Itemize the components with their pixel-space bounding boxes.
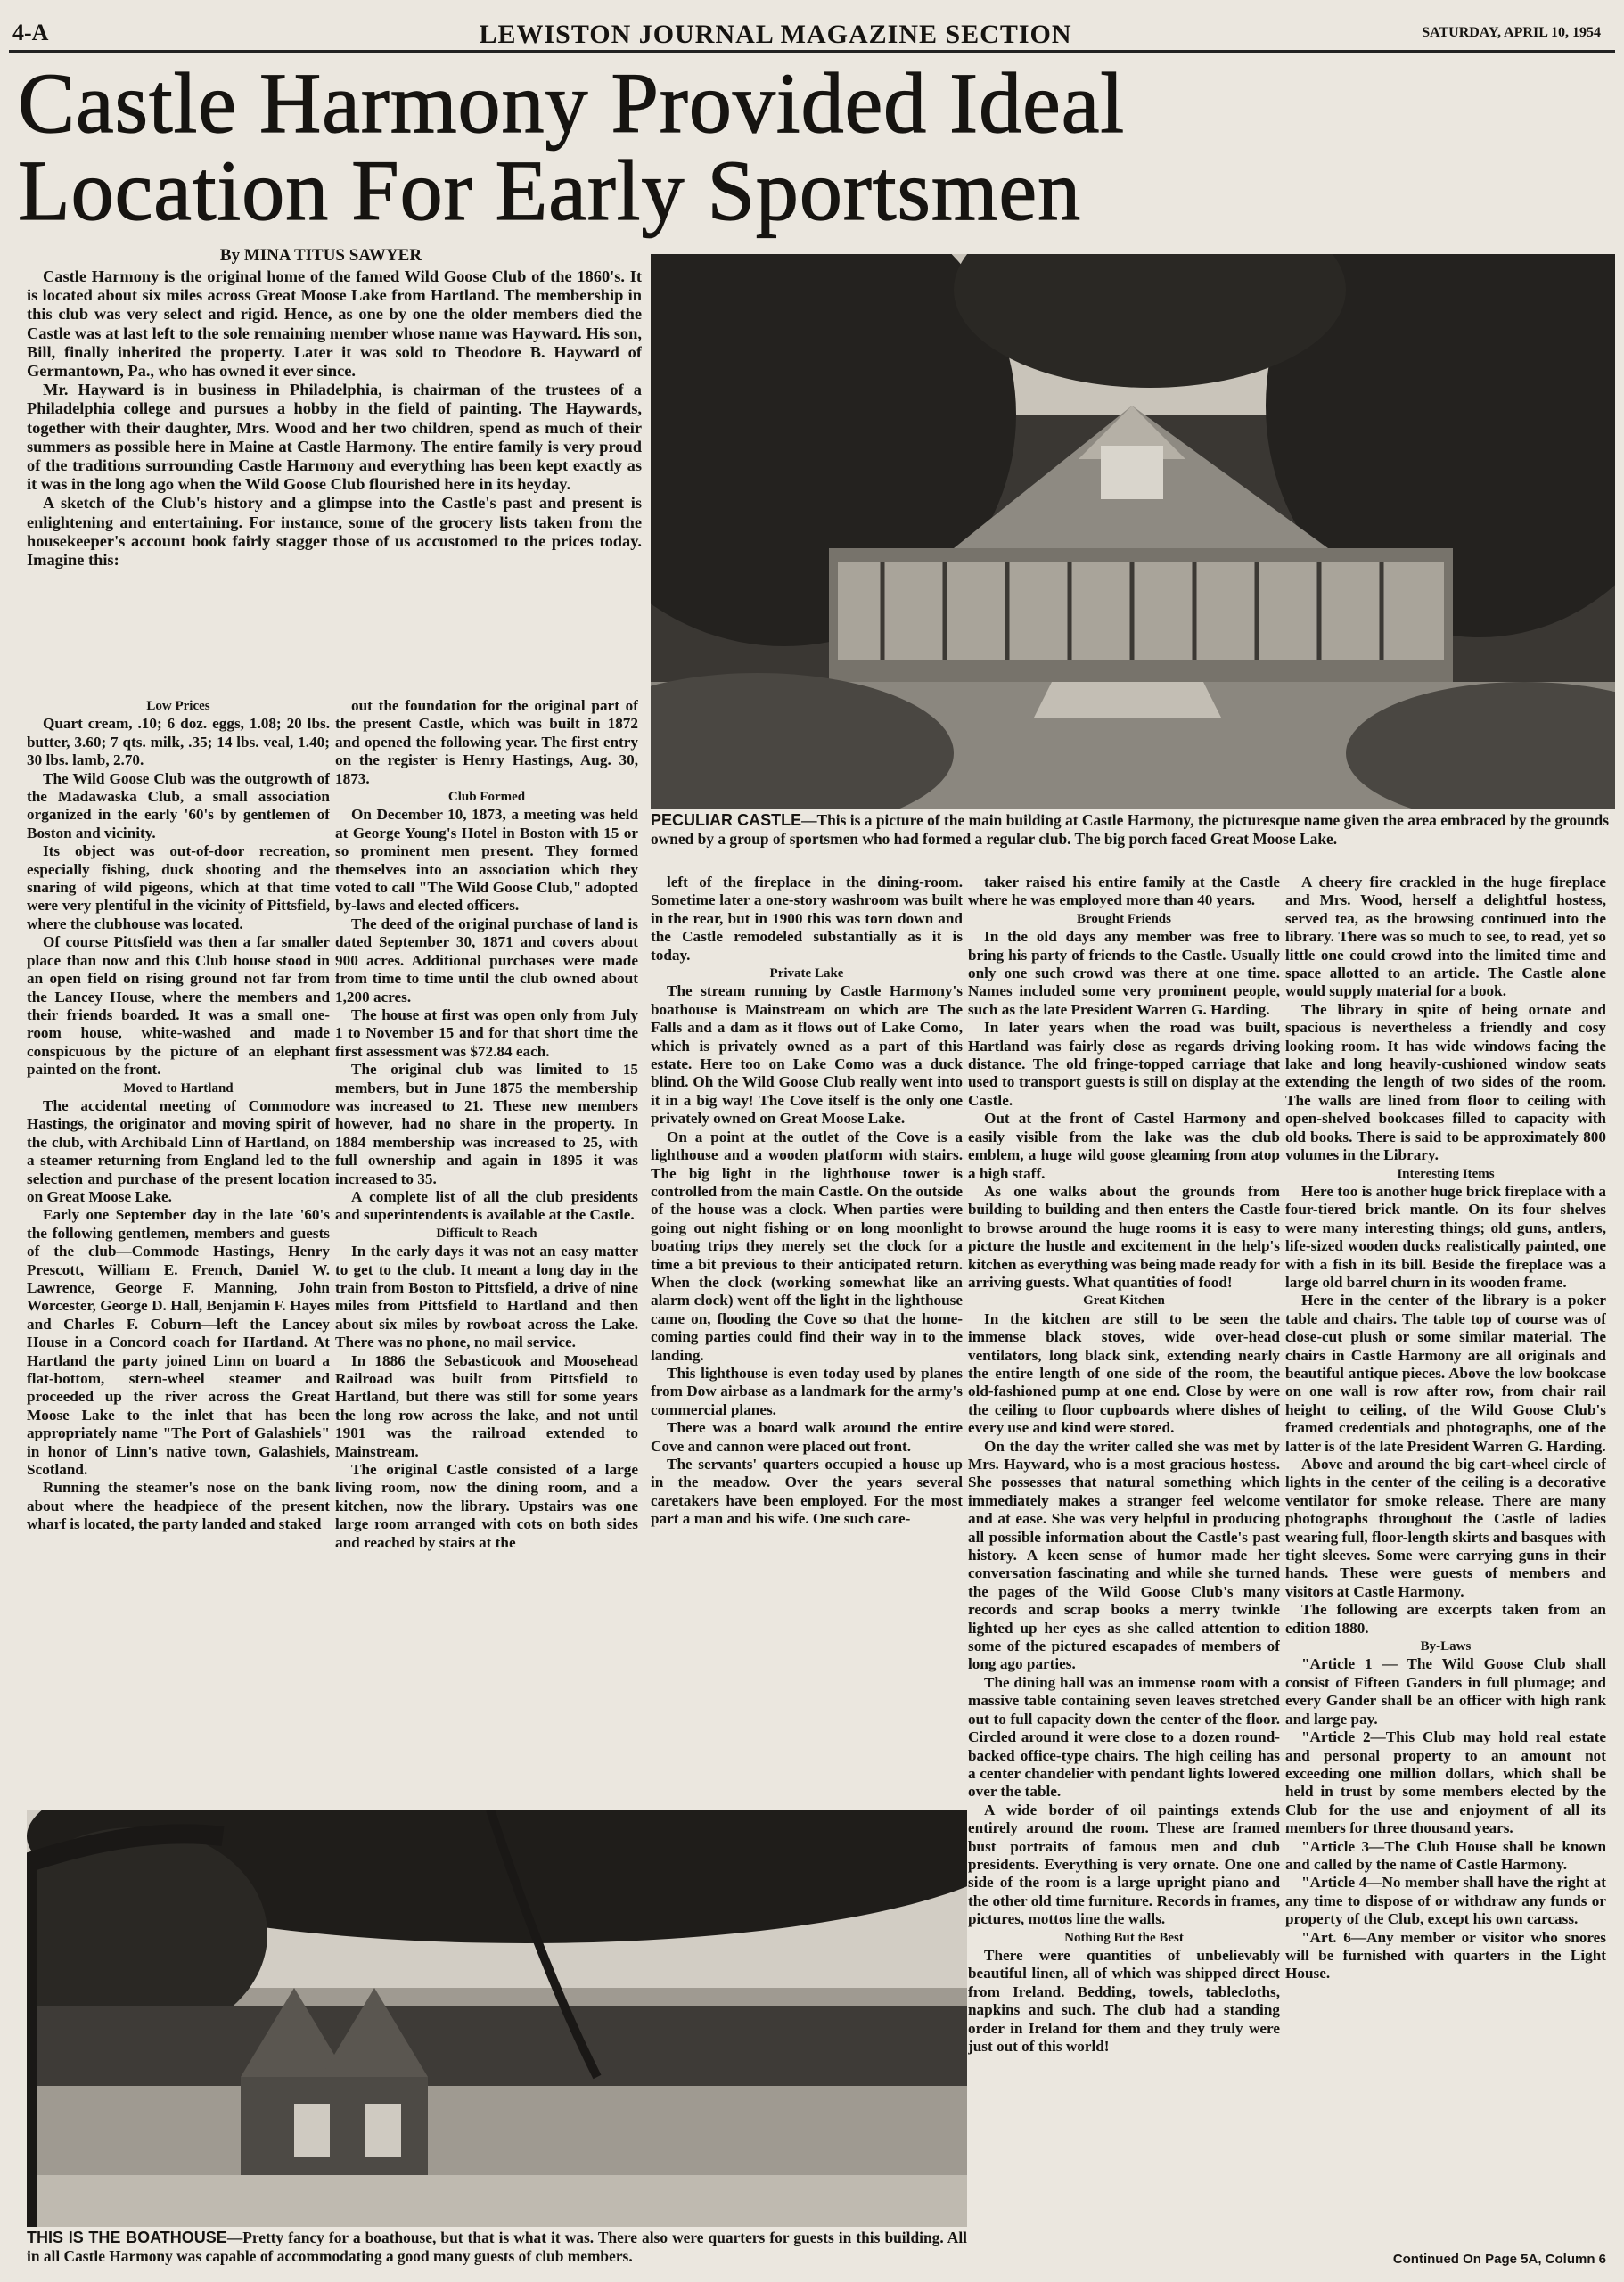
- boathouse-photo-image: [27, 1810, 967, 2227]
- intro-text: [27, 267, 642, 695]
- paragraph: This lighthouse is even today used by planes from Dow airbase as a landmark for the army's commercial planes.: [651, 1364, 963, 1418]
- issue-date: SATURDAY, APRIL 10, 1954: [1422, 25, 1601, 40]
- paragraph: On the day the writer called she was met by Mrs. Hayward, who is a most gracious hostess. She possesses that natural something which immediately makes a stranger feel welcome and at ease. She was very helpful in producing all possible information about the Castle's past history. A keen sense of humor made her conversation fascinating and while she turned the pages of the Wild Goose Club's many records and scrap books a merry twinkle lighted up her eyes as she called attention to some of the pictured escapades of members of long ago parties.: [968, 1437, 1280, 1673]
- article-column-4: [968, 874, 1280, 2260]
- paragraph: The servants' quarters occupied a house up in the meadow. Over the years several caretakers have been employed. For the most part a man and his wife. One such care-: [651, 1456, 963, 1528]
- subhead: Interesting Items: [1397, 1166, 1495, 1181]
- page-number: 4-A: [12, 20, 49, 45]
- paragraph: On a point at the outlet of the Cove is a lighthouse and a wooden platform with stairs. The big light in the lighthouse tower is controlled from the main Castle. On the outside of the house was a clock. When parties were going out night fishing or on long moonlight boating trips they merely set the clock for a time a bit previous to their anticipated return. When the clock (working somewhat like an alarm clock) went off the light in the lighthouse came on, flooding the Cove so that the home-coming parties could find their way in to the landing.: [651, 1128, 963, 1364]
- paragraph: Mr. Hayward is in business in Philadelphia, is chairman of the trustees of a Philadelphia college and pursues a hobby in the field of painting. The Haywards, together with their daughter, Mrs. Wood and her two children, spend as much of their summers as possible here in Maine at Castle Harmony. The entire family is very proud of the traditions surrounding Castle Harmony and everything has been kept exactly as it was in the long ago when the Wild Goose Club flourished here in its heyday.: [27, 381, 642, 494]
- paragraph: Of course Pittsfield was then a far smaller place than now and this Club house stood in an open field on rising ground not far from the Lancey House, where the members and their friends boarded. It was a small one-room house, white-washed and made conspicuous by the picture of an elephant painted on the front.: [27, 933, 330, 1079]
- article-column-1: [27, 697, 330, 1798]
- paragraph: Its object was out-of-door recreation, especially fishing, duck shooting and the snaring of wild pigeons, which at that time were very plentiful in the vicinity of Pittsfield, where the clubhouse was located.: [27, 842, 330, 932]
- paragraph: In 1886 the Sebasticook and Moosehead Railroad was built from Pittsfield to Hartland, but there was still for some years the long row across the lake, and not until 1901 was the railroad extended to Mainstream.: [335, 1351, 638, 1460]
- boathouse-photo: [27, 1810, 967, 2227]
- paragraph: Here in the center of the library is a poker table and chairs. The table top of course was of close-cut plush or some similar material. The chairs in Castle Harmony are all originals and beautiful antique pieces. Above the low bookcase on one wall is row after row, from chair rail height to ceiling, of the Wild Goose Club's framed credentials and photographs, one of the latter is of the late President Warren G. Harding.: [1285, 1292, 1606, 1455]
- subhead: Private Lake: [769, 966, 844, 981]
- subhead: Brought Friends: [1077, 911, 1171, 926]
- paragraph: Quart cream, .10; 6 doz. eggs, 1.08; 20 lbs. butter, 3.60; 7 qts. milk, .35; 14 lbs. veal, 1.40; 30 lbs. lamb, 2.70.: [27, 715, 330, 769]
- paragraph: A cheery fire crackled in the huge fireplace and Mrs. Wood, herself a delightful hostess, served tea, as the browsing continued into the library. There was so much to see, to read, yet so little one could crowd into the limited time and space allotted to an article. The Castle alone would supply material for a book.: [1285, 874, 1606, 1000]
- subhead: Difficult to Reach: [436, 1226, 537, 1241]
- paragraph: A complete list of all the club presidents and superintendents is available at the Castle.: [335, 1187, 638, 1224]
- paragraph: Out at the front of Castel Harmony and easily visible from the lake was the club emblem, a huge wild goose gleaming from atop a high staff.: [968, 1110, 1280, 1182]
- headline-line-2: Location For Early Sportsmen: [18, 143, 1082, 238]
- paragraph: The stream running by Castle Harmony's boathouse is Mainstream on which are The Falls and a dam as it flows out of Lake Como, which is privately owned as a part of this estate. Here too on Lake Como was a duck blind. Oh the Wild Goose Club really went into it in a big way! The Cove itself is the only one privately owned on Great Moose Lake.: [651, 982, 963, 1128]
- castle-photo-caption: [651, 811, 1609, 849]
- paragraph: Castle Harmony is the original home of the famed Wild Goose Club of the 1860's. It is located about six miles across Great Moose Lake from Hartland. The membership in this club was very select and rigid. Hence, as one by one the older members died the Castle was at last left to the sole remaining member whose name was Hayward. His son, Bill, finally inherited the property. Later it was sold to Theodore B. Hayward of Germantown, Pa., who has owned it ever since.: [27, 267, 642, 381]
- subhead: Great Kitchen: [1083, 1293, 1165, 1309]
- paragraph: The house at first was open only from July 1 to November 15 and for that short time the first assessment was $72.84 each.: [335, 1006, 638, 1060]
- paragraph: Above and around the big cart-wheel circle of lights in the center of the ceiling is a decorative ventilator for smoke release. There are many photographs throughout the Castle of ladies wearing full, floor-length skirts and basques with tight sleeves. Some were carrying guns in their hands. These were guests of members and visitors at Castle Harmony.: [1285, 1456, 1606, 1600]
- paragraph: As one walks about the grounds from building to building and then enters the Castle to browse around the huge rooms it is easy to picture the hustle and excitement in the help's kitchen as everything was being made ready for arriving guests. What quantities of food!: [968, 1182, 1280, 1291]
- byline: By MINA TITUS SAWYER: [219, 246, 422, 265]
- subhead: By-Laws: [1420, 1639, 1472, 1654]
- paragraph: "Art. 6—Any member or visitor who snores will be furnished with quarters in the Light House.: [1285, 1928, 1606, 1982]
- paragraph: "Article 3—The Club House shall be known and called by the name of Castle Harmony.: [1285, 1837, 1606, 1873]
- paragraph: The original club was limited to 15 members, but in June 1875 the membership was increased to 21. These new members however, had no share in the property. In 1884 membership was increased to 25, with full ownership and again in 1895 it was increased to 35.: [335, 1061, 638, 1187]
- caption-kicker: THIS IS THE BOATHOUSE: [27, 2229, 227, 2246]
- paragraph: out the foundation for the original part of the present Castle, which was built in 1872 and opened the following year. The first entry on the register is Henry Hastings, Aug. 30, 1873.: [335, 697, 638, 787]
- paragraph: In later years when the road was built, Hartland was fairly close as regards driving distance. The old fringe-topped carriage that used to transport guests is still on display at the Castle.: [968, 1019, 1280, 1109]
- paragraph: A wide border of oil paintings extends entirely around the room. These are framed bust portraits of famous men and club presidents. Everything is very ornate. One one side of the room is a large upright piano and the other old time furniture. Records in frames, pictures, mottos line the walls.: [968, 1801, 1280, 1928]
- article-column-2: [335, 697, 638, 1798]
- publication-title: LEWISTON JOURNAL MAGAZINE SECTION: [479, 20, 1072, 49]
- paragraph: In the old days any member was free to bring his party of friends to the Castle. Usually only one such crowd was there at one time. Names included some very prominent people, such as the late President Warren G. Harding.: [968, 928, 1280, 1018]
- paragraph: The following are excerpts taken from an edition 1880.: [1285, 1601, 1606, 1637]
- paragraph: Early one September day in the late '60's the following gentlemen, members and guests of the club—Commode Hastings, Henry Prescott, William E. French, Daniel W. Lawrence, George F. Manning, John Worcester, George D. Hall, Benjamin F. Hayes and Charles F. Coburn—left the Lancey House in a Concord coach for Hartland. At Hartland the party joined Linn on board a flat-bottom, stern-wheel steamer and proceeded up the river across the Great Moose Lake to the inlet that has been appropriately name "The Port of Galashiels" in honor of Linn's native town, Galashiels, Scotland.: [27, 1206, 330, 1479]
- paragraph: A sketch of the Club's history and a glimpse into the Castle's past and present is enlightening and entertaining. For instance, some of the grocery lists taken from the housekeeper's account book fairly stagger those of us accustomed to the prices today. Imagine this:: [27, 494, 642, 570]
- caption-text: —This is a picture of the main building at Castle Harmony, the picturesque name given the area embraced by the grounds owned by a group of sportsmen who had formed a regular club. The big porch faced Great Moose Lake.: [651, 811, 1609, 848]
- article-column-3: [651, 874, 963, 1805]
- header-rule: [9, 50, 1615, 53]
- paragraph: "Article 2—This Club may hold real estate and personal property to an amount not exceeding one million dollars, which shall be held in trust by some members elected by the Club for the use and enjoyment of all its members for three thousand years.: [1285, 1728, 1606, 1837]
- subhead: Club Formed: [447, 790, 526, 805]
- subhead: Moved to Hartland: [123, 1080, 234, 1096]
- castle-photo-image: [651, 254, 1615, 809]
- paragraph: The deed of the original purchase of land is dated September 30, 1871 and covers about 900 acres. Additional purchases were made from time to time until the club owned about 1,200 acres.: [335, 915, 638, 1006]
- paragraph: The original Castle consisted of a large living room, now the dining room, and a kitchen, now the library. Upstairs was one large room arranged with cots on both sides and reached by stairs at the: [335, 1461, 638, 1551]
- paragraph: The dining hall was an immense room with a massive table containing seven leaves stretched out to full capacity down the center of the floor. Circled around it were close to a dozen round-backed office-type chairs. The high ceiling has a center chandelier with pendant lights lowered over the table.: [968, 1673, 1280, 1801]
- paragraph: On December 10, 1873, a meeting was held at George Young's Hotel in Boston with 15 or so prominent men present. They formed themselves into an association which they voted to call "The Wild Goose Club," adopted by-laws and elected officers.: [335, 806, 638, 915]
- caption-text: —Pretty fancy for a boathouse, but that is what it was. There also were quarters for guests in this building. All in all Castle Harmony was capable of accommodating a good many guests of club members.: [27, 2229, 968, 2265]
- boathouse-photo-caption: [27, 2229, 967, 2266]
- subhead: Low Prices: [146, 699, 210, 713]
- paragraph: left of the fireplace in the dining-room. Sometime later a one-story washroom was built in the rear, but in 1900 this was torn down and the Castle remodeled substantially as it is today.: [651, 874, 963, 964]
- headline-line-1: Castle Harmony Provided Ideal: [18, 55, 1126, 151]
- paragraph: The library in spite of being ornate and spacious is nevertheless a friendly and cosy looking room. It has wide windows facing the lake and long heavily-cushioned window seats extending the length of two sides of the room. The walls are lined from floor to ceiling with open-shelved bookcases filled to capacity with old books. There is said to be approximately 800 volumes in the Library.: [1285, 1000, 1606, 1164]
- caption-kicker: PECULIAR CASTLE: [651, 811, 802, 829]
- paragraph: There was a board walk around the entire Cove and cannon were placed out front.: [651, 1419, 963, 1455]
- paragraph: Here too is another huge brick fireplace with a four-tiered brick mantle. On its four shelves were many interesting things; old guns, antlers, life-sized wooden ducks realistically painted, one with a fish in its bill. Beside the fireplace was a large old barrel churn in its wooden frame.: [1285, 1182, 1606, 1291]
- paragraph: There were quantities of unbelievably beautiful linen, all of which was shipped direct from Ireland. Bedding, towels, tablecloths, napkins and such. The club had a standing order in Ireland for them and they truly were just out of this world!: [968, 1946, 1280, 2055]
- paragraph: In the kitchen are still to be seen the immense black stoves, wide over-head ventilators, long black sink, extending nearly the entire length of one side of the room, the old-fashioned pump at one end. Close by were the ceiling to floor cupboards where dishes of every use and kind were stored.: [968, 1309, 1280, 1437]
- paragraph: Running the steamer's nose on the bank about where the headpiece of the present wharf is located, the party landed and staked: [27, 1479, 330, 1533]
- paragraph: "Article 1 — The Wild Goose Club shall consist of Fifteen Ganders in full plumage; and every Gander shall be an officer with high rank and large pay.: [1285, 1655, 1606, 1728]
- paragraph: "Article 4—No member shall have the right at any time to dispose of or withdraw any funds or property of the Club, except his own carcass.: [1285, 1874, 1606, 1928]
- paragraph: taker raised his entire family at the Castle where he was employed more than 40 years.: [968, 874, 1280, 909]
- subhead: Nothing But the Best: [1064, 1930, 1184, 1945]
- paragraph: The Wild Goose Club was the outgrowth of the Madawaska Club, a small association organized in the early '60's by gentlemen of Boston and vicinity.: [27, 769, 330, 841]
- paragraph: In the early days it was not an easy matter to get to the club. It meant a long day in the train from Boston to Pittsfield, a drive of nine miles from Pittsfield to Hartland and then about six miles by rowboat across the Lake. There was no phone, no mail service.: [335, 1243, 638, 1351]
- castle-photo: [651, 254, 1615, 809]
- paragraph: The accidental meeting of Commodore Hastings, the originator and moving spirit of the club, with Archibald Linn of Hartland, on a steamer returning from England led to the selection and purchase of the present location on Great Moose Lake.: [27, 1096, 330, 1205]
- continued-notice: Continued On Page 5A, Column 6: [1392, 2252, 1606, 2267]
- article-column-5: [1285, 874, 1606, 2242]
